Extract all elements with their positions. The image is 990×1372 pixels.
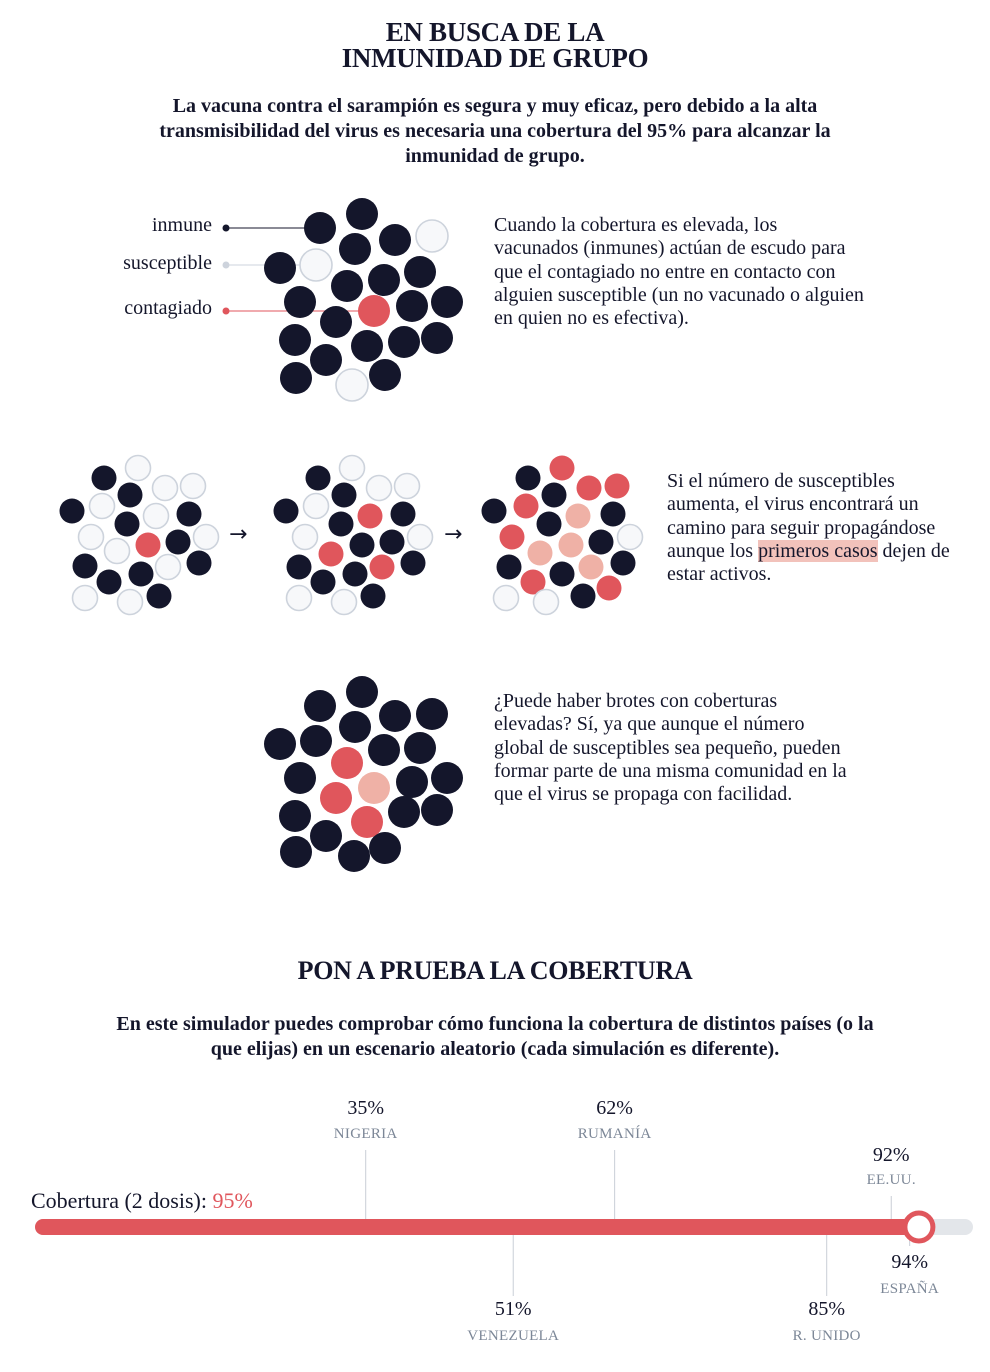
country-name[interactable]: EE.UU. [866, 1172, 916, 1188]
country-pct: 51% [494, 1298, 532, 1320]
country-pct: 94% [891, 1251, 928, 1273]
country-name[interactable]: RUMANÍA [577, 1126, 652, 1142]
coverage-value: 95% [212, 1188, 253, 1213]
section3-text: ¿Puede haber brotes con coberturas elevadas? Sí, ya que aunque el número global de susceptibles sea pequeño, pueden formar parte de una misma comunidad en la que el virus se propaga con facilidad. [494, 690, 847, 806]
lead-paragraph: La vacuna contra el sarampión es segura y muy eficaz, pero debido a la alta transmisibilidad del virus es necesaria una cobertura del 95% para alcanzar la inmunidad de grupo. [159, 95, 831, 167]
country-name[interactable]: VENEZUELA [467, 1328, 560, 1344]
page-title-line1: EN BUSCA DE LA [385, 17, 605, 47]
coverage-label-text: Cobertura (2 dosis): [31, 1188, 213, 1213]
arrow-icon: → [229, 522, 248, 547]
legend-infected-label: contagiado [124, 297, 212, 319]
slider-handle[interactable] [905, 1213, 933, 1241]
country-pct: 85% [808, 1298, 846, 1320]
country-pct: 35% [347, 1097, 385, 1119]
section2-text-after: dejen de estar activos. [667, 539, 950, 586]
simulator-intro: En este simulador puedes comprobar cómo funciona la cobertura de distintos países (o la que elijas) en un escenario aleatorio (cada simulación es diferente). [116, 1013, 874, 1060]
country-pct: 62% [596, 1097, 633, 1119]
legend-susceptible-label: susceptible [123, 252, 212, 274]
country-name[interactable]: ESPAÑA [880, 1281, 940, 1297]
country-name[interactable]: R. UNIDO [792, 1328, 861, 1344]
section2-text-before: Si el número de susceptibles aumenta, el virus encontrará un camino para seguir propagándose aunque los [667, 470, 936, 562]
country-name[interactable]: NIGERIA [333, 1126, 398, 1142]
country-pct: 92% [872, 1144, 910, 1166]
arrow-icon: → [444, 522, 463, 547]
page-title-line2: INMUNIDAD DE GRUPO [341, 43, 649, 73]
legend-immune-label: inmune [152, 214, 212, 236]
simulator-title: PON A PRUEBA LA COBERTURA [297, 956, 693, 985]
highlight-first-cases: primeros casos [758, 539, 878, 562]
section1-text: Cuando la cobertura es elevada, los vacunados (inmunes) actúan de escudo para que el contagiado no entre en contacto con alguien susceptible (un no vacunado o alguien en quien no es efectiva). [494, 214, 864, 330]
